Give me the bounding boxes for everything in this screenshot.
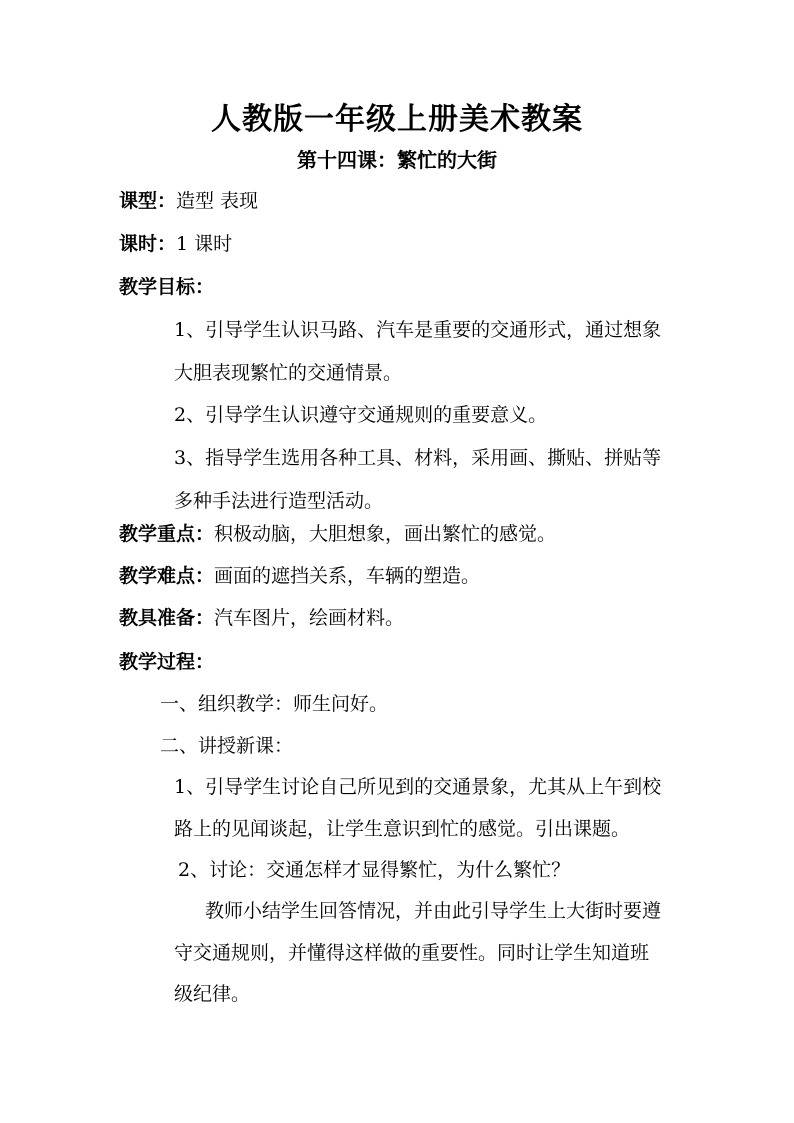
process-step-1: 一、组织教学：师生问好。 xyxy=(160,693,389,715)
materials-label: 教具准备： xyxy=(119,607,215,629)
objective-1-line-2: 大胆表现繁忙的交通情景。 xyxy=(174,362,403,384)
key-points-row xyxy=(119,522,556,546)
difficulties-row xyxy=(119,564,480,588)
key-points-label: 教学重点： xyxy=(119,523,215,545)
difficulties-label: 教学难点： xyxy=(119,565,215,587)
objective-2: 2、引导学生认识遵守交通规则的重要意义。 xyxy=(174,404,548,426)
class-hours-label: 课时： xyxy=(119,233,177,255)
objective-1-line-1: 1、引导学生认识马路、汽车是重要的交通形式，通过想象 xyxy=(174,319,662,341)
process-sub-1-line-1: 1、引导学生讨论自己所见到的交通景象，尤其从上午到校 xyxy=(174,776,662,798)
difficulties-value: 画面的遮挡关系，车辆的塑造。 xyxy=(214,565,481,587)
process-heading: 教学过程： xyxy=(119,651,215,673)
objective-3-line-2: 多种手法进行造型活动。 xyxy=(174,490,384,512)
course-type-label: 课型： xyxy=(119,190,177,212)
summary-line-3: 级纪律。 xyxy=(174,983,251,1005)
materials-row xyxy=(119,606,404,630)
course-type-row xyxy=(119,189,258,213)
key-points-value: 积极动脑，大胆想象，画出繁忙的感觉。 xyxy=(214,523,557,545)
class-hours-row xyxy=(119,232,232,256)
document-title: 人教版一年级上册美术教案 xyxy=(211,102,583,137)
summary-line-2: 守交通规则，并懂得这样做的重要性。同时让学生知道班 xyxy=(174,942,650,964)
process-step-2: 二、讲授新课： xyxy=(160,735,294,757)
objective-3-line-1: 3、指导学生选用各种工具、材料，采用画、撕贴、拼贴等 xyxy=(174,447,662,469)
class-hours-value: 1 课时 xyxy=(176,233,233,255)
objectives-heading: 教学目标： xyxy=(119,276,215,298)
process-sub-1-line-2: 路上的见闻谈起，让学生意识到忙的感觉。引出课题。 xyxy=(174,818,631,840)
materials-value: 汽车图片，绘画材料。 xyxy=(214,607,405,629)
summary-line-1: 教师小结学生回答情况，并由此引导学生上大街时要遵 xyxy=(205,900,662,922)
course-type-value: 造型 表现 xyxy=(176,190,259,212)
process-sub-2: 2、讨论：交通怎样才显得繁忙，为什么繁忙？ xyxy=(178,859,571,881)
lesson-subtitle: 第十四课：繁忙的大街 xyxy=(297,148,497,172)
